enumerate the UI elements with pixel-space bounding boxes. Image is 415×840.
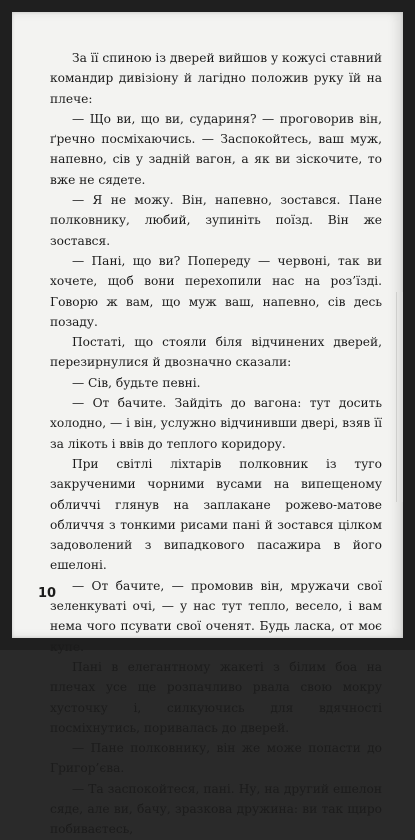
paragraph: Пані в елегантному жакеті з білим боа на плечах усе ще розпачливо рвала свою мокру хусточку і, силкуючись для вдячності посміхнутись, поривалась до дверей.	[50, 659, 382, 735]
paragraph: — Пані, що ви? Попереду — червоні, так ви хочете, щоб вони перехопили нас на роз’їзді. Говорю ж вам, що муж ваш, напевно, сів десь позаду.	[50, 253, 382, 329]
paragraph: — Та заспокойтеся, пані. Ну, на другий ешелон сяде, але ви, бачу, зразкова дружина: ви так щиро побиваєтесь,	[50, 781, 382, 837]
paragraph: — Пане полковнику, він же може попасти до Григор’єва.	[50, 741, 382, 776]
paragraph: При світлі ліхтарів полковник із туго закрученими чорними вусами на випещеному обличчі глянув на заплакане рожево-матове обличчя з тонкими рисами пані й зостався цілком задоволений з випадкового пасажира в його ешелоні.	[50, 456, 382, 573]
body-text	[50, 48, 382, 840]
paragraph: — От бачите. Зайдіть до вагона: тут досить холодно, — і він, услужно відчинивши двері, взяв її за лікоть і ввів до теплого коридору.	[50, 396, 382, 451]
paragraph: — Я не можу. Він, напевно, зостався. Пане полковнику, любий, зупиніть поїзд. Він же зостався.	[50, 193, 382, 248]
page-number: 10	[38, 586, 57, 601]
paragraph: За її спиною із дверей вийшов у кожусі ставний командир дивізіону й лагідно положив руку їй на плече:	[50, 51, 382, 106]
paragraph: — От бачите, — промовив він, мружачи свої зеленкуваті очі, — у нас тут тепло, весело, і вам нема чого псувати свої оченят. Будь ласка, от моє купе.	[50, 578, 382, 654]
paragraph: — Сів, будьте певні.	[72, 375, 201, 390]
paragraph: Постаті, що стояли біля відчинених дверей, перезирнулися й двозначно сказали:	[50, 335, 382, 370]
page-edge-shadow	[396, 292, 403, 502]
book-page	[12, 12, 403, 837]
paragraph: — Що ви, що ви, судариня? — проговорив він, ґречно посміхаючись. — Заспокойтесь, ваш муж, напевно, сів у задній вагон, а як ви зіскочите, то вже не сядете.	[50, 111, 382, 187]
